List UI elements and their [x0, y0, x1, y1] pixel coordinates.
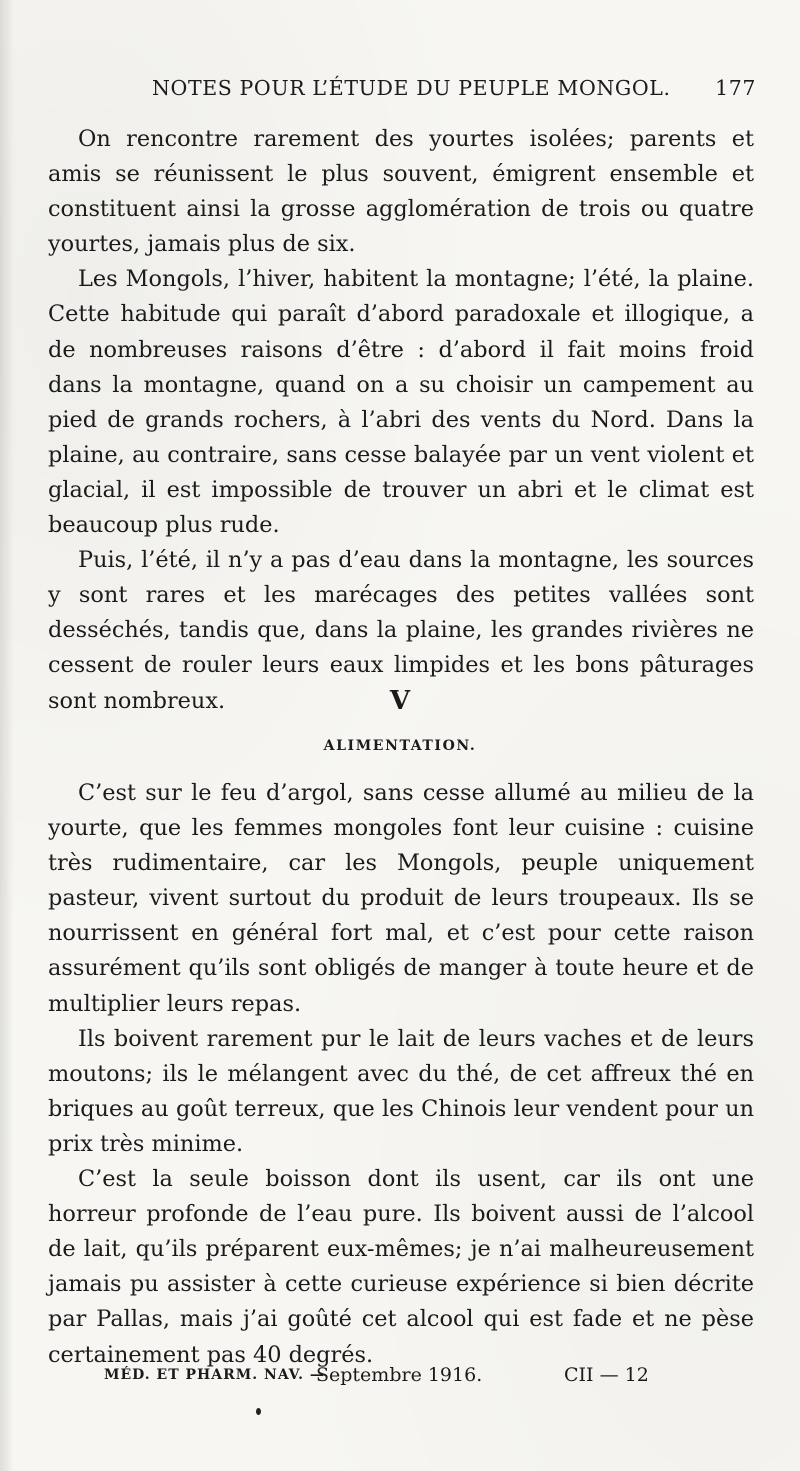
paragraph: Les Mongols, l’hiver, habitent la montagne; l’été, la plaine. Cette habitude qui paraît d’abord paradoxale et illogique, a de nombreuses raisons d’être : d’abord il fait moins froid dans la montagne, quand on a su choisir un campement au pied de grands rochers, à l’abri des vents du Nord. Dans la plaine, au contraire, sans cesse balayée par un vent violent et glacial, il est impossible de trouver un abri et le climat est beaucoup plus rude. — [48, 266, 754, 539]
text-block-before-section — [48, 122, 754, 719]
ink-speck — [256, 1408, 261, 1415]
footer-signature-mark: CII — 12 — [564, 1364, 649, 1386]
page-edge-shadow — [0, 0, 14, 1471]
running-head — [152, 76, 756, 110]
footer-date: Septembre 1916. — [316, 1364, 483, 1386]
page-number: 177 — [715, 76, 756, 100]
text-block-after-section — [48, 776, 754, 1373]
page-footer — [104, 1364, 664, 1397]
paragraph: C’est sur le feu d’argol, sans cesse allumé au milieu de la yourte, que les femmes mongoles font leur cuisine : cuisine très rudimentaire, car les Mongols, peuple uniquement pasteur, vivent surtout du produit de leurs troupeaux. Ils se nourrissent en général fort mal, et c’est pour cette raison assurément qu’ils sont obligés de manger à toute heure et de multiplier leurs repas. — [48, 780, 754, 1017]
paragraph: Puis, l’été, il n’y a pas d’eau dans la montagne, les sources y sont rares et les marécages des petites vallées sont desséchés, tandis que, dans la plaine, les grandes rivières ne cessent de rouler leurs eaux limpides et les bons pâturages sont nombreux. — [48, 547, 754, 714]
section-number: V — [389, 686, 411, 716]
footer-journal: MÉD. ET PHARM. NAV. — — [104, 1367, 325, 1383]
paragraph: Ils boivent rarement pur le lait de leurs vaches et de leurs moutons; ils le mélangent avec du thé, de cet affreux thé en briques au goût terreux, que les Chinois leur vendent pour un prix très minime. — [48, 1025, 754, 1157]
paragraph: C’est la seule boisson dont ils usent, car ils ont une horreur profonde de l’eau pure. Ils boivent aussi de l’alcool de lait, qu’ils préparent eux-mêmes; je n’ai malheureusement jamais pu assister à cette curieuse expérience si bien décrite par Pallas, mais j’ai goûté cet alcool qui est fade et ne pèse certainement pas 40 degrés. — [48, 1166, 754, 1368]
paragraph: On rencontre rarement des yourtes isolées; parents et amis se réunissent le plus souvent, émigrent ensemble et constituent ainsi la grosse agglomération de trois ou quatre yourtes, jamais plus de six. — [48, 126, 754, 258]
running-title: NOTES POUR L’ÉTUDE DU PEUPLE MONGOL. — [152, 76, 671, 100]
section-title: ALIMENTATION. — [323, 738, 477, 754]
